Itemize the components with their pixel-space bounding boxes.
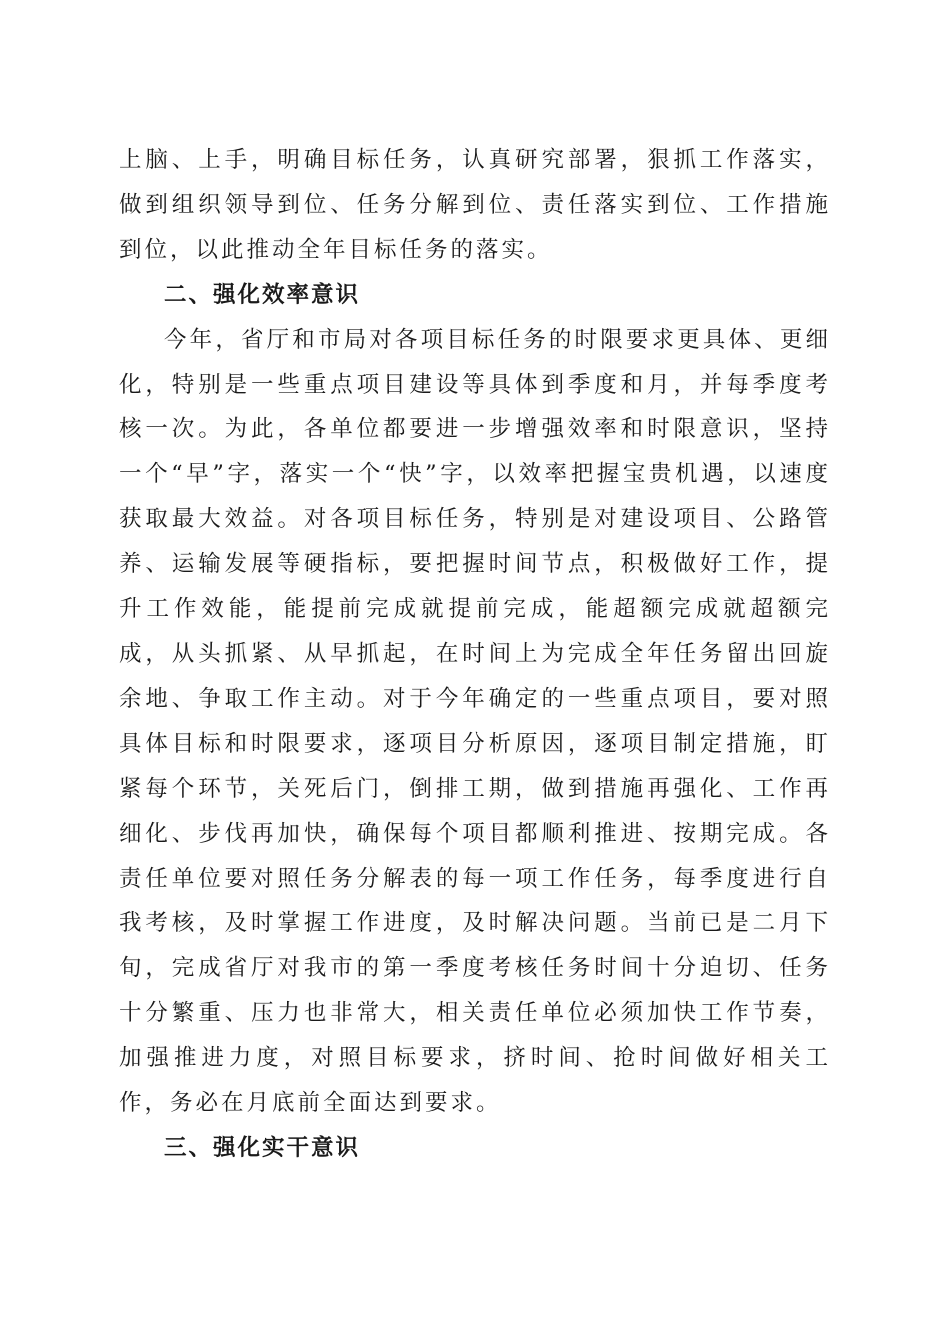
section-heading-practical: 三、强化实干意识 — [164, 1134, 361, 1161]
section-heading-efficiency: 二、强化效率意识 — [164, 281, 361, 308]
paragraph-efficiency: 今年，省厅和市局对各项目标任务的时限要求更具体、更细化，特别是一些重点项目建设等具体到季度和月，并每季度考核一次。为此，各单位都要进一步增强效率和时限意识，坚持一个“早”字，落实一个“快”字，以效率把握宝贵机遇，以速度获取最大效益。对各项目标任务，特别是对建设项目、公路管养、运输发展等硬指标，要把握时间节点，积极做好工作，提升工作效能，能提前完成就提前完成，能超额完成就超额完成，从头抓紧、从早抓起，在时间上为完成全年任务留出回旋余地、争取工作主动。对于今年确定的一些重点项目，要对照具体目标和时限要求，逐项目分析原因，逐项目制定措施，盯紧每个环节，关死后门，倒排工期，做到措施再强化、工作再细化、步伐再加快，确保每个项目都顺利推进、按期完成。各责任单位要对照任务分解表的每一项工作任务，每季度进行自我考核，及时掌握工作进度，及时解决问题。当前已是二月下旬，完成省厅对我市的第一季度考核任务时间十分迫切、任务十分繁重、压力也非常大，相关责任单位必须加快工作节奏，加强推进力度，对照目标要求，挤时间、抢时间做好相关工作，务必在月底前全面达到要求。 — [119, 326, 831, 1117]
document-body — [119, 138, 831, 1171]
paragraph-continued: 上脑、上手，明确目标任务，认真研究部署，狠抓工作落实，做到组织领导到位、任务分解到位、责任落实到位、工作措施到位，以此推动全年目标任务的落实。 — [119, 147, 831, 263]
